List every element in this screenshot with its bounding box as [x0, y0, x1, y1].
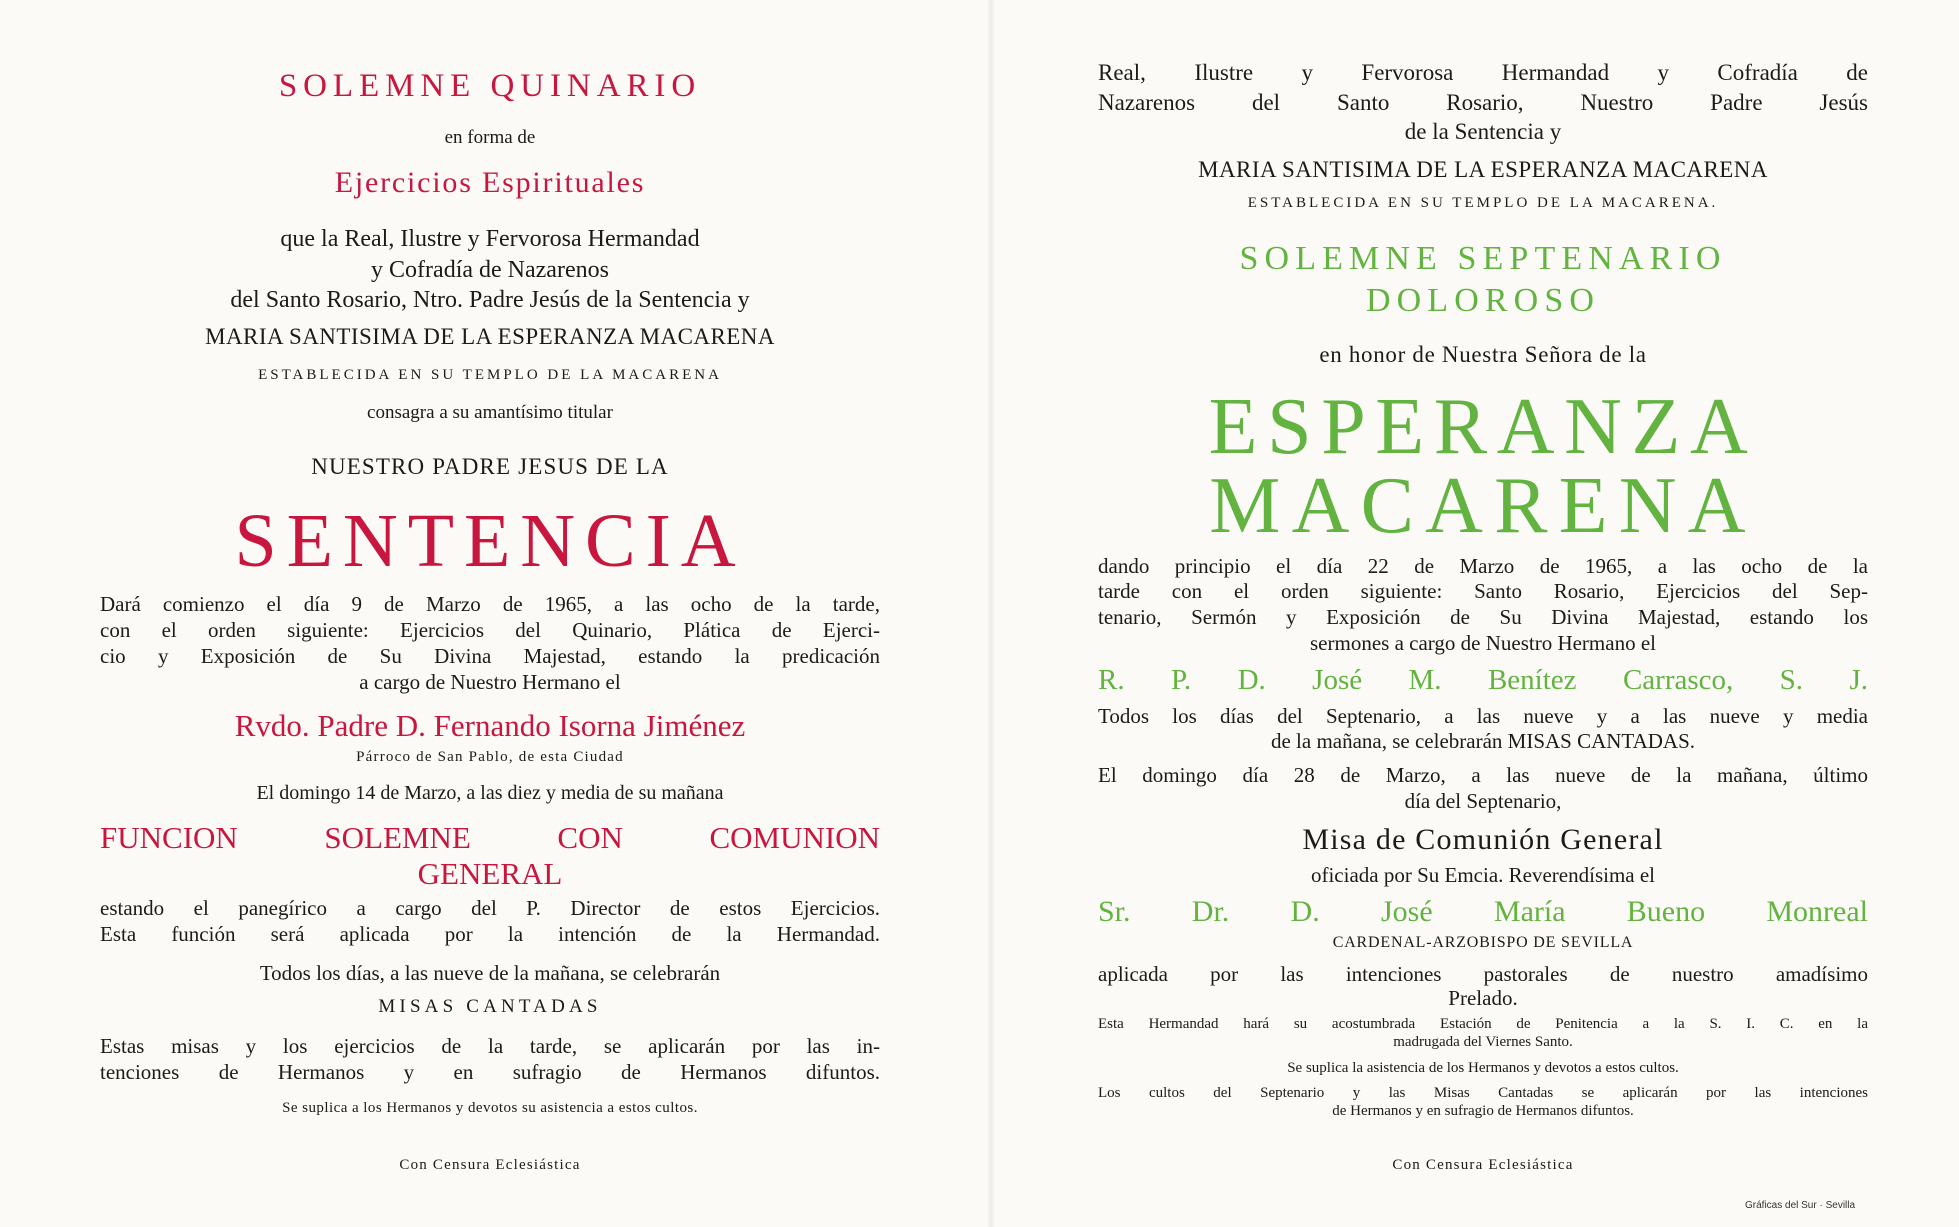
censorship-right: Con Censura Eclesiástica [1392, 1157, 1574, 1173]
header-line-1: Real, Ilustre y Fervorosa Hermandad y Cofradía de [1098, 60, 1868, 85]
panegyric-line-2: Esta función será aplicada por la intención de la Hermandad. [100, 922, 880, 946]
officiated-line: oficiada por Su Emcia. Reverendísima el [1310, 863, 1656, 887]
in-honor-line: en honor de Nuestra Señora de la [1319, 342, 1647, 367]
schedule-line-3: cio y Exposición de Su Divina Majestad, estando la predicación [100, 644, 880, 668]
sunday-line-2: día del Septenario, [1404, 789, 1562, 813]
sunday-line: El domingo 14 de Marzo, a las diez y media de su mañana [256, 782, 724, 804]
printer-colophon: Gráficas del Sur · Sevilla [1745, 1200, 1856, 1211]
titular-line: NUESTRO PADRE JESUS DE LA [311, 454, 669, 479]
quinario-title: SOLEMNE QUINARIO [278, 68, 702, 104]
septenario-title-1: SOLEMNE SEPTENARIO [1239, 240, 1727, 277]
established-note-right: ESTABLECIDA EN SU TEMPLO DE LA MACARENA. [1247, 195, 1719, 211]
cults-line-1: Los cultos del Septenario y las Misas Cantadas se aplicarán por las intenciones [1098, 1085, 1868, 1101]
communion-heading: Misa de Comunión General [1302, 823, 1664, 856]
quinario-subtitle: Ejercicios Espirituales [334, 166, 646, 199]
brotherhood-name-right: MARIA SANTISIMA DE LA ESPERANZA MACARENA [1198, 157, 1768, 182]
preacher-role: Párroco de San Pablo, de esta Ciudad [356, 749, 624, 765]
intro-line-3: del Santo Rosario, Ntro. Padre Jesús de la Sentencia y [230, 287, 750, 313]
schedule-line-4: a cargo de Nuestro Hermano el [359, 670, 621, 694]
fold-line [988, 0, 994, 1227]
start-line-1: dando principio el día 22 de Marzo de 1965, a las ocho de la [1098, 554, 1868, 578]
daily-line: Todos los días, a las nueve de la mañana, se celebrarán [259, 961, 721, 985]
start-line-4: sermones a cargo de Nuestro Hermano el [1310, 631, 1656, 655]
preacher-name: Rvdo. Padre D. Fernando Isorna Jiménez [234, 708, 746, 743]
penitence-line-1: Esta Hermandad hará su acostumbrada Estación de Penitencia a la S. I. C. en la [1098, 1016, 1868, 1032]
header-line-2: Nazarenos del Santo Rosario, Nuestro Padre Jesús [1098, 90, 1868, 115]
consecrates-line: consagra a su amantísimo titular [367, 402, 613, 423]
sentencia-heading: SENTENCIA [234, 499, 746, 583]
start-line-3: tenario, Sermón y Exposición de Su Divina Majestad, estando los [1098, 605, 1868, 629]
start-line-2: tarde con el orden siguiente: Santo Rosario, Ejercicios del Sep- [1098, 579, 1868, 603]
cardinal-role: CARDENAL-ARZOBISPO DE SEVILLA [1332, 934, 1634, 951]
censorship-left: Con Censura Eclesiástica [399, 1157, 581, 1173]
preacher-name-right: R. P. D. José M. Benítez Carrasco, S. J. [1098, 664, 1868, 696]
schedule-line-2: con el orden siguiente: Ejercicios del Quinario, Plática de Ejerci- [100, 618, 880, 642]
application-line-1: Estas misas y los ejercicios de la tarde, se aplicarán por las in- [100, 1034, 880, 1058]
masses-line-1: Todos los días del Septenario, a las nueve y a las nueve y media [1098, 704, 1868, 728]
application-line-2: tenciones de Hermanos y en sufragio de Hermanos difuntos. [100, 1060, 880, 1084]
intro-line-2: y Cofradía de Nazarenos [371, 257, 609, 283]
in-form-of: en forma de [444, 127, 536, 148]
esperanza-heading: ESPERANZA [1208, 383, 1758, 471]
penitence-line-2: madrugada del Viernes Santo. [1393, 1034, 1573, 1050]
sunday-line-1: El domingo día 28 de Marzo, a las nueve de la mañana, último [1098, 763, 1868, 787]
function-line-2: GENERAL [417, 856, 563, 891]
pastoral-line-2: Prelado. [1448, 986, 1518, 1010]
pastoral-line-1: aplicada por las intenciones pastorales de nuestro amadísimo [1098, 962, 1868, 986]
established-note: ESTABLECIDA EN SU TEMPLO DE LA MACARENA [258, 367, 722, 383]
septenario-title-2: DOLOROSO [1365, 282, 1601, 319]
masses-line-2: de la mañana, se celebrarán MISAS CANTADAS. [1270, 729, 1696, 753]
cardinal-name: Sr. Dr. D. José María Bueno Monreal [1098, 895, 1868, 928]
request-line: Se suplica a los Hermanos y devotos su asistencia a estos cultos. [282, 1100, 698, 1116]
masses-line: MISAS CANTADAS [378, 996, 602, 1017]
cults-line-2: de Hermanos y en sufragio de Hermanos difuntos. [1332, 1103, 1634, 1119]
schedule-line-1: Dará comienzo el día 9 de Marzo de 1965, a las ocho de la tarde, [100, 592, 880, 616]
function-line-1: FUNCION SOLEMNE CON COMUNION [100, 820, 880, 855]
header-line-3: de la Sentencia y [1404, 119, 1562, 144]
brotherhood-name: MARIA SANTISIMA DE LA ESPERANZA MACARENA [205, 324, 775, 349]
intro-line-1: que la Real, Ilustre y Fervorosa Hermandad [280, 226, 700, 252]
macarena-heading: MACARENA [1209, 462, 1757, 550]
panegyric-line-1: estando el panegírico a cargo del P. Director de estos Ejercicios. [100, 896, 880, 920]
request-line-right: Se suplica la asistencia de los Hermanos y devotos a estos cultos. [1287, 1060, 1679, 1076]
